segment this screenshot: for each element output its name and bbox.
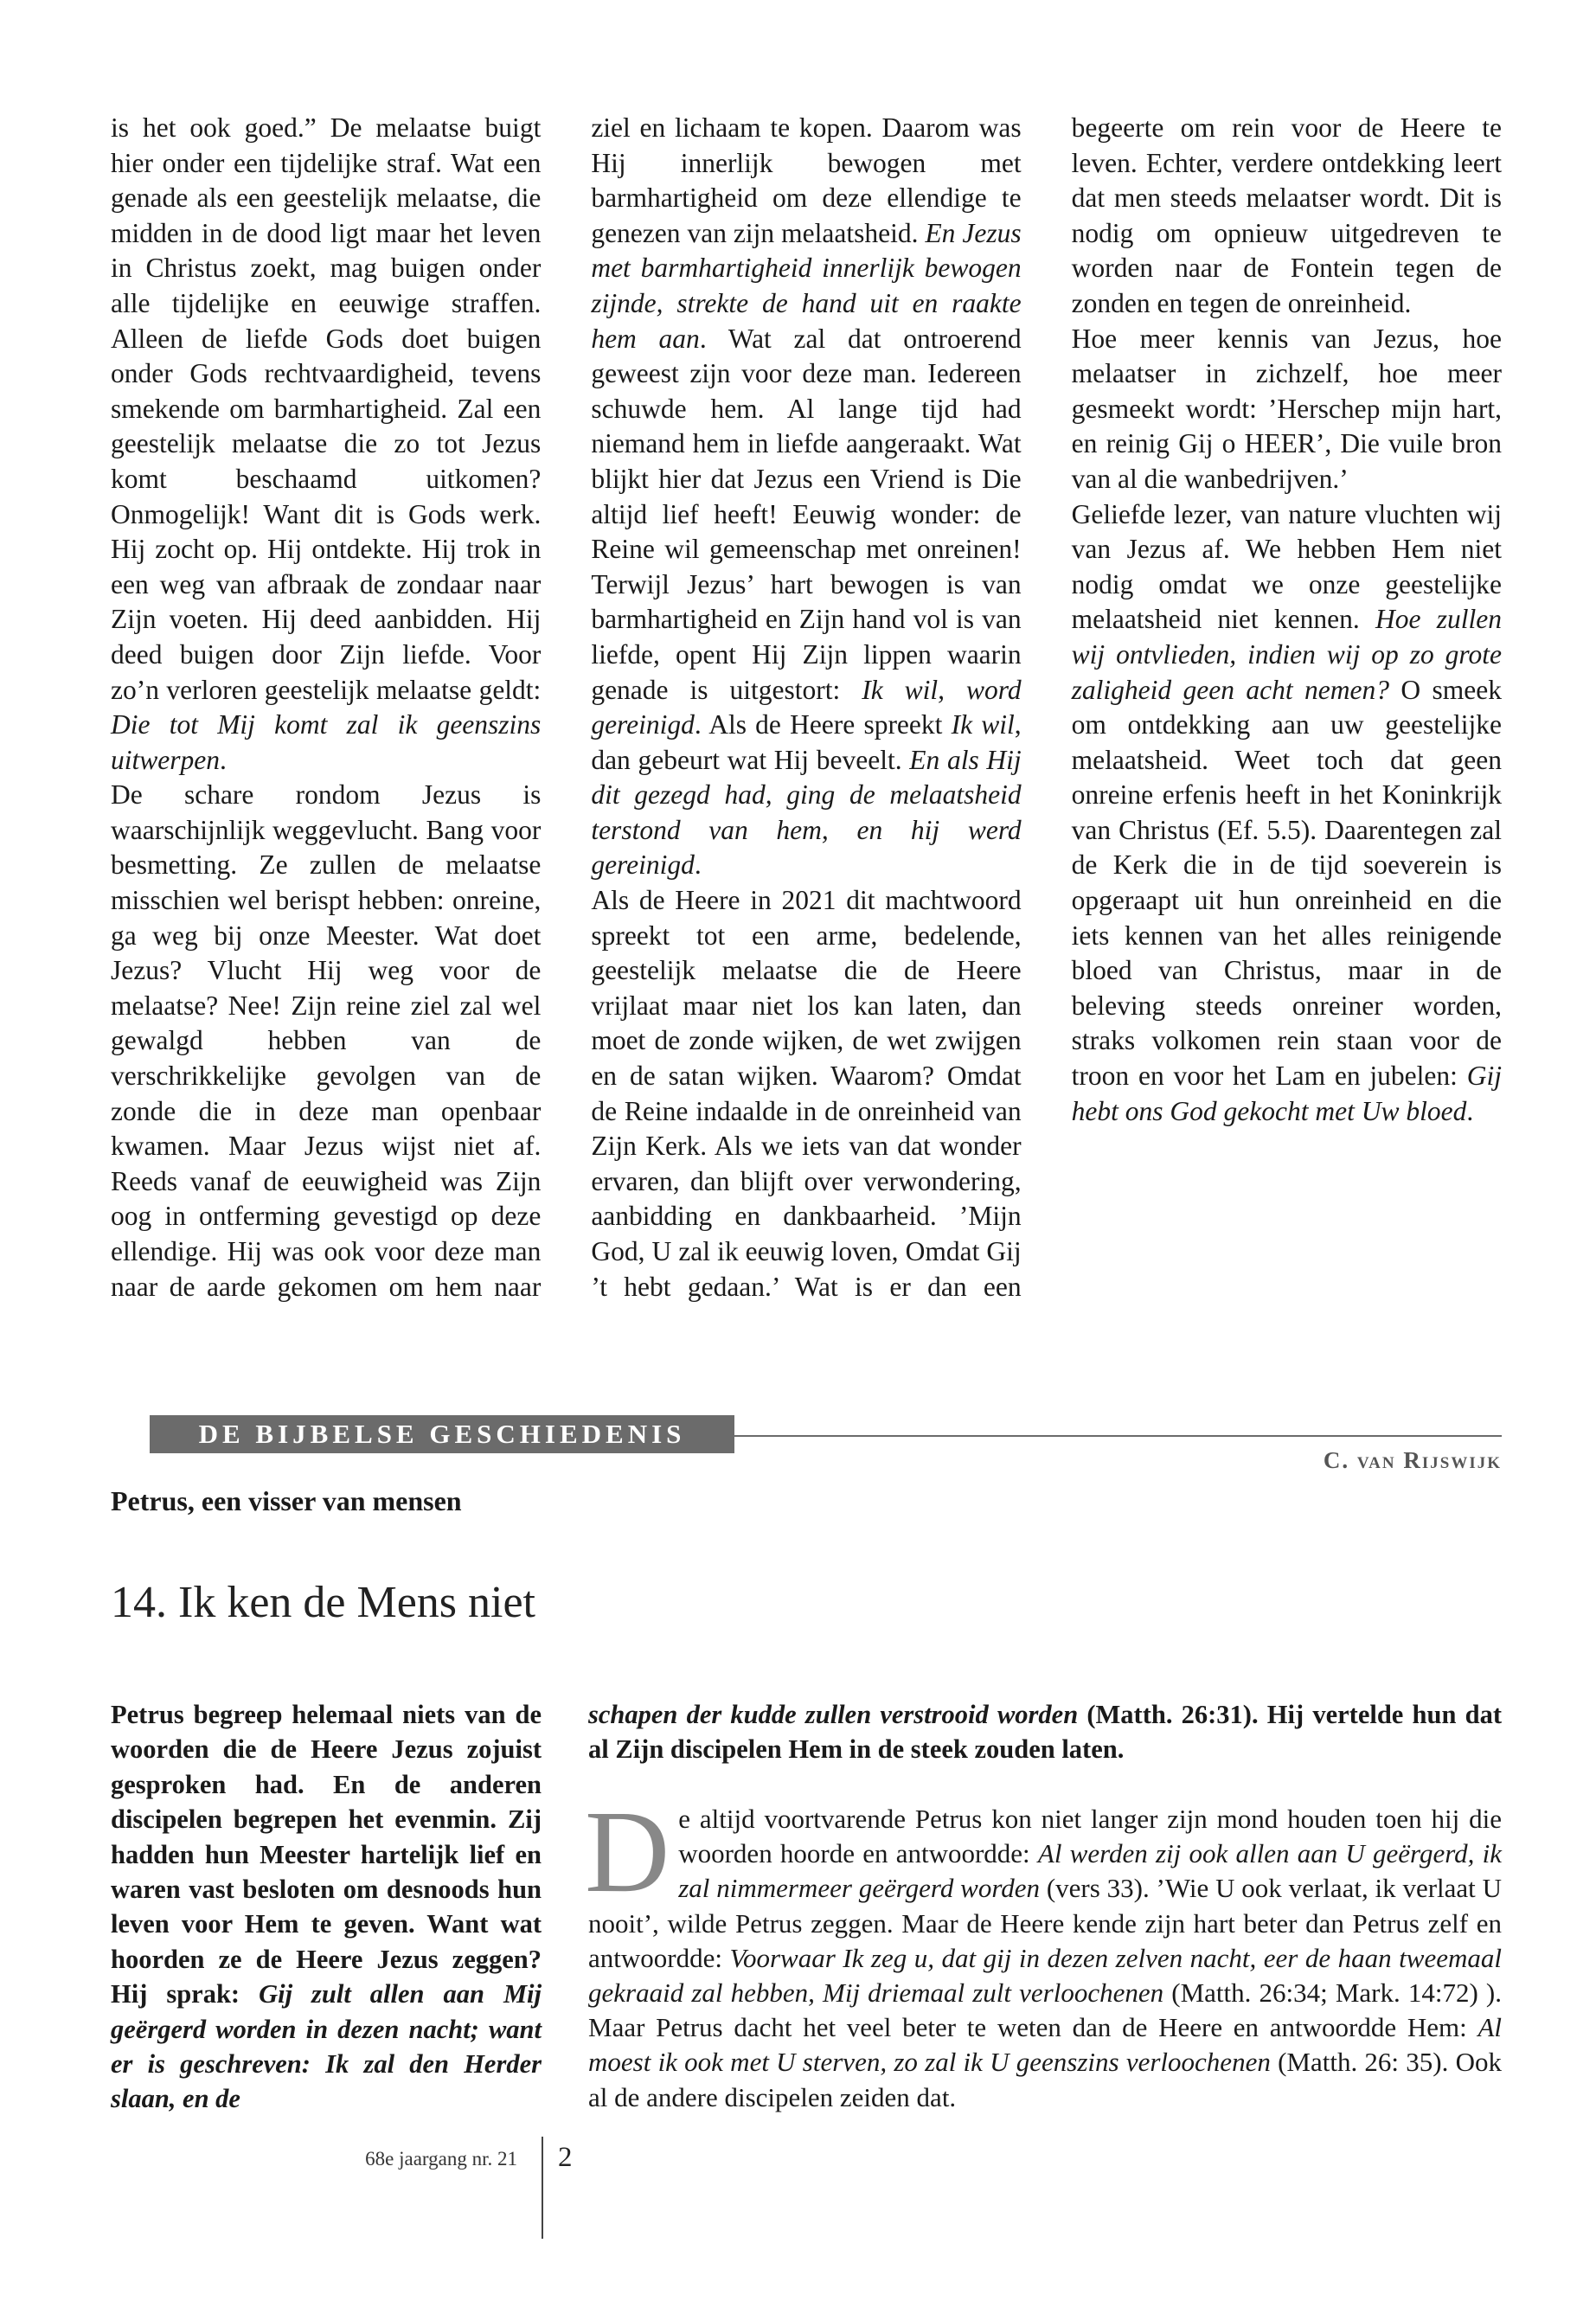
text: (Matth. 26: 35). Ook al de andere discipelen zeiden dat. xyxy=(588,2047,1502,2112)
article-title: 14. Ik ken de Mens niet xyxy=(111,1578,536,1627)
text: (Matth. 26:31). Hij vertelde hun dat al Zijn discipelen Hem in de steek zouden laten. xyxy=(588,1700,1502,1765)
italic-text: Ik wil xyxy=(951,709,1015,740)
top-article-columns xyxy=(111,111,1502,1339)
text: Petrus begreep helemaal niets van de woorden die de Heere Jezus zojuist gesproken had. En de anderen discipelen begrepen het evenmin. Zij hadden hun Meester hartelijk lief en waren vast besloten om desnoods hun leven voor Hem te geven. Want wat hoorden ze de Heere Jezus zeggen? Hij sprak: xyxy=(111,1700,542,2009)
text: . Wat zal dat ontroerend geweest zijn voor deze man. Iedereen schuwde hem. Al lange tijd had niemand hem in liefde aangeraakt. Wat blijkt hier dat Jezus een Vriend is Die altijd lief heeft! Eeuwig wonder: de Reine wil gemeenschap met onreinen! Terwijl Jezus’ hart bewogen is van barmhartigheid en Zijn hand vol is van liefde, opent Hij Zijn lippen waarin genade is uitgestort: xyxy=(591,323,1022,705)
body-text xyxy=(588,1804,1502,2112)
italic-text: Gij hebt ons God gekocht met Uw bloed xyxy=(1071,1061,1502,1126)
italic-text: En Jezus met barmhartigheid innerlijk bewogen zijnde, strekte de hand uit en raakte hem aan xyxy=(591,217,1022,354)
body-paragraph xyxy=(585,1787,1503,2115)
page-number: 2 xyxy=(558,2142,573,2173)
italic-text: Gij zult allen aan Mij geërgerd worden in dezen nacht; want er is geschreven: Ik zal den Herder slaan, en de xyxy=(111,1979,542,2114)
text: is het ook goed.” De melaatse buigt hier onder een tijdelijke straf. Wat een genade als een geestelijk melaatse, die midden in de dood ligt maar het leven in Christus zoekt, mag buigen onder alle tijdelijke en eeuwige straffen. Alleen de liefde Gods doet buigen onder Gods rechtvaardigheid, tevens smekende om barmhartigheid. Zal een geestelijk melaatse die zo tot Jezus komt beschaamd uitkomen? Onmogelijk! Want dit is Gods werk. Hij zocht op. Hij ontdekte. Hij trok in een weg van afbraak de zondaar naar Zijn voeten. Hij deed aanbidden. Hij deed buigen door Zijn liefde. Voor zo’n verloren geestelijk melaatse geldt: xyxy=(111,112,542,705)
text: O smeek om ontdekking aan uw geestelijke melaatsheid. Weet toch dat geen onreine erfenis heeft in het Koninkrijk van Christus (Ef. 5.5). Daarentegen zal de Kerk die in de tijd soeverein is opgeraapt uit hun onreinheid en die iets kennen van het alles reinigende bloed van Christus, maar in de beleving steeds onreiner worden, straks volkomen rein staan voor de troon en voor het Lam en jubelen: xyxy=(1071,674,1502,1092)
italic-text: Ik wil, word gereinigd xyxy=(591,674,1022,740)
section-banner: DE BIJBELSE GESCHIEDENIS xyxy=(150,1415,734,1453)
footer-divider xyxy=(542,2137,543,2239)
text: Hoe meer kennis van Jezus, hoe melaatser in zichzelf, hoe meer gesmeekt wordt: ’Herschep mijn hart, en reinig Gij o HEER’, Die vuile bron van al die wanbedrijven.’ xyxy=(1071,323,1502,494)
text: , dan gebeurt wat Hij beveelt. xyxy=(591,709,1022,775)
italic-text: Voorwaar Ik zeg u, dat gij in dezen zelven nacht, eer de haan tweemaal gekraaid zal hebben, Mij driemaal zult verloochenen xyxy=(588,1942,1502,2009)
drop-cap: D xyxy=(585,1787,670,1917)
series-title: Petrus, een visser van mensen xyxy=(111,1485,462,1516)
italic-text: En als Hij dit gezegd had, ging de melaatsheid terstond van hem, en hij werd gereinigd xyxy=(591,744,1022,881)
text: De schare rondom Jezus is waarschijnlijk weggevlucht. Bang voor besmetting. Ze zullen de melaatse misschien wel berispt hebben: onreine, ga weg bij onze Meester. Wat doet Jezus? Vlucht Hij weg voor de melaatse? Nee! Zijn reine ziel zal wel gewalgd hebben van de verschrikkelijke gevolgen van de zonde die in deze man openbaar kwamen. Maar Jezus wijst niet af. Reeds vanaf de eeuwigheid was Zijn oog in ontferming gevestigd op deze ellendige. Hij was ook voor deze man naar de aarde gekomen om hem naar ziel en lichaam te kopen. Daarom was Hij innerlijk bewogen met barmhartigheid om deze ellendige te genezen van zijn melaatsheid. xyxy=(111,112,1022,1302)
intro-continued xyxy=(588,1697,1502,1767)
text: Als de Heere in 2021 dit machtwoord spreekt tot een arme, bedelende, geestelijk melaatse die de Heere vrijlaat maar niet los kan laten, dan moet de zonde wijken, de wet zwijgen en de satan wijken. Waarom? Omdat de Reine indaalde in de onreinheid van Zijn Kerk. Als we iets van dat wonder ervaren, dan blijft over verwondering, aanbidding en dankbaarheid. ’Mijn God, U zal ik eeuwig loven, Omdat Gij ’t hebt gedaan.’ Wat is er dan een begeerte om rein voor de Heere te leven. Echter, verdere ontdekking leert dat men steeds melaatser wordt. Dit is nodig om opnieuw uitgedreven te worden naar de Fontein tegen de zonden en tegen de onreinheid. xyxy=(591,112,1502,1302)
italic-text: Al moest ik ook met U sterven, zo zal ik U geenszins verloochenen xyxy=(588,2012,1502,2078)
text: (Matth. 26:34; Mark. 14:72) ). Maar Petrus dacht het veel beter te weten dan de Heere en antwoordde Hem: xyxy=(588,1977,1502,2043)
paragraph xyxy=(111,111,541,778)
paragraph xyxy=(1072,322,1502,497)
italic-text: Hoe zullen wij ontvlieden, indien wij op zo grote zaligheid geen acht nemen? xyxy=(1071,604,1502,705)
volume-info: 68e jaargang nr. 21 xyxy=(365,2148,517,2170)
text: Geliefde lezer, van nature vluchten wij van Jezus af. We hebben Hem niet nodig omdat we onze geestelijke melaatsheid niet kennen. xyxy=(1071,498,1502,635)
author-name: C. van Rijswijk xyxy=(1323,1447,1502,1473)
text: . xyxy=(1466,1095,1474,1126)
text: (vers 33). ’Wie U ook verlaat, ik verlaat U nooit’, wilde Petrus zeggen. Maar de Heere kende zijn hart beter dan Petrus zelf en antwoordde: xyxy=(588,1873,1503,1973)
text: e altijd voortvarende Petrus kon niet langer zijn mond houden toen hij die woorden hoorde en antwoordde: xyxy=(678,1804,1502,1869)
text: . xyxy=(694,849,702,881)
italic-text: schapen der kudde zullen verstrooid worden xyxy=(588,1700,1079,1729)
section-rule xyxy=(734,1435,1502,1437)
italic-text: Die tot Mij komt zal ik geenszins uitwerpen xyxy=(111,709,542,775)
paragraph xyxy=(1072,497,1502,1130)
text: . Als de Heere spreekt xyxy=(694,709,952,740)
italic-text: Al werden zij ook allen aan U geërgerd, ik zal nimmermeer geërgerd worden xyxy=(678,1838,1502,1904)
intro-paragraph xyxy=(111,1697,542,2117)
text: . xyxy=(220,744,227,775)
